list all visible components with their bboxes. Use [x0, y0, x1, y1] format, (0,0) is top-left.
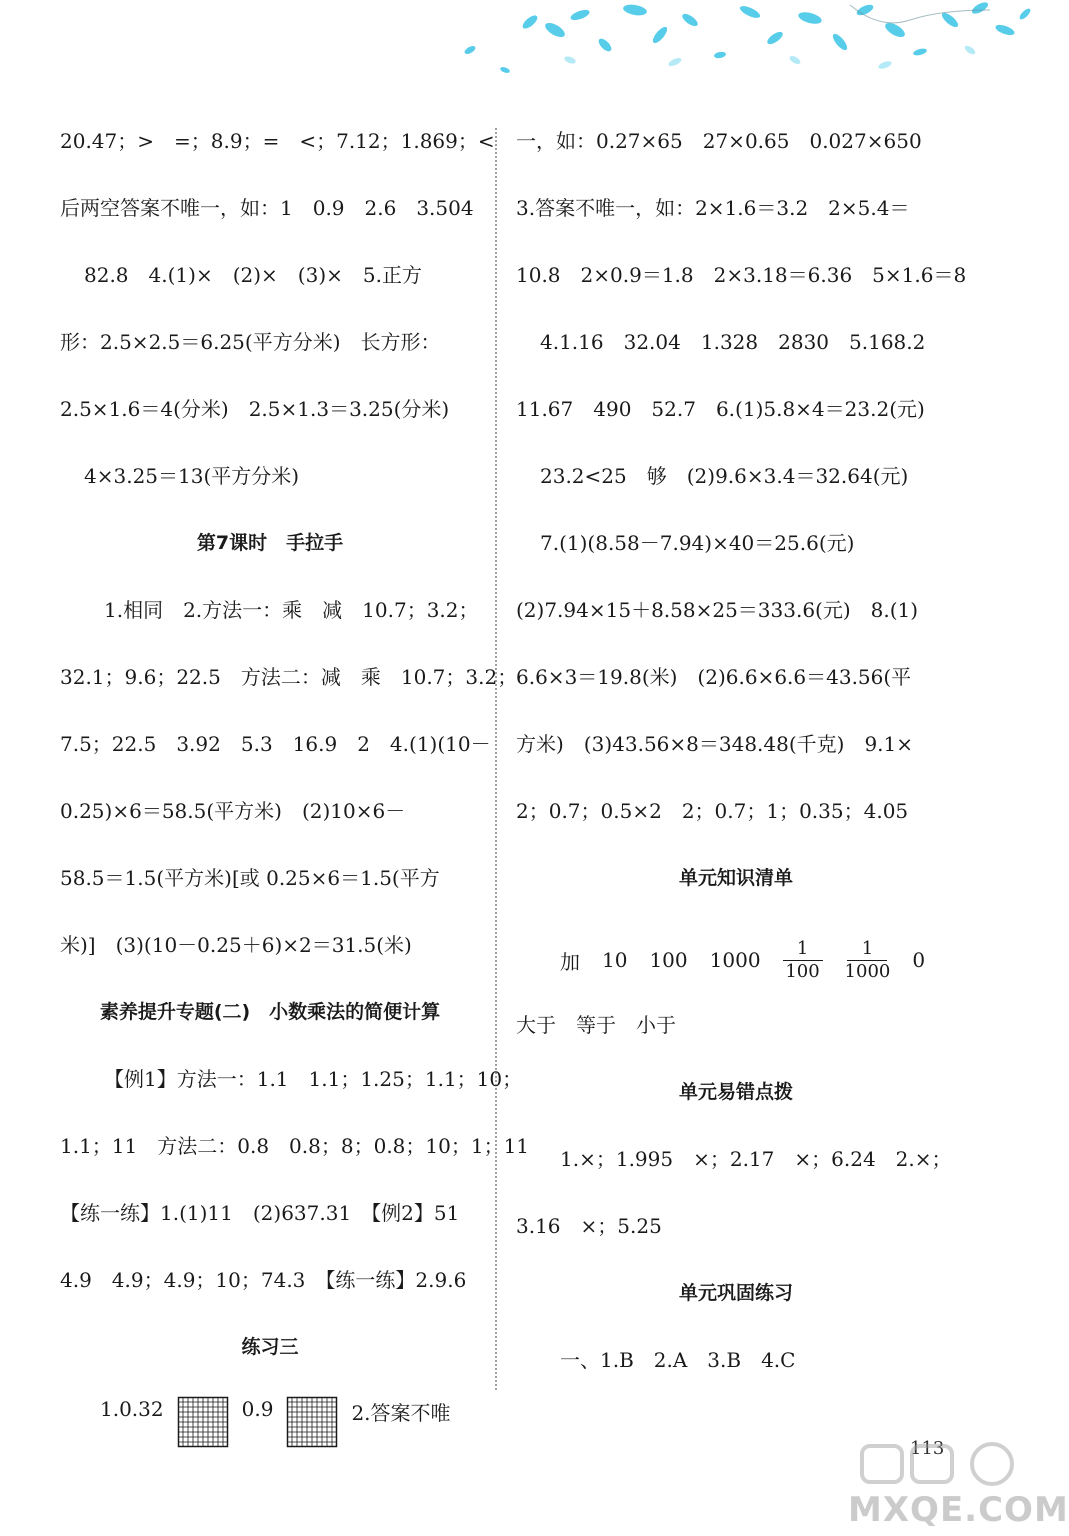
- answer-line: 4.9 4.9；4.9；10；74.3 【练一练】2.9.6: [60, 1268, 467, 1292]
- answer-line: 4×3.25＝13(平方分米): [84, 464, 300, 488]
- section-heading-common-errors: 单元易错点拨: [678, 1081, 793, 1103]
- section-heading-knowledge-list: 单元知识清单: [678, 867, 793, 889]
- answer-line: 一、1.B 2.A 3.B 4.C: [560, 1348, 796, 1372]
- section-heading-unit-review: 单元巩固练习: [678, 1282, 793, 1304]
- answer-line: 7.(1)(8.58－7.94)×40＝25.6(元): [540, 531, 855, 555]
- answer-line: 32.1；9.6；22.5 方法二：减 乘 10.7；3.2；: [60, 665, 518, 689]
- answer-line: 6.6×3＝19.8(米) (2)6.6×6.6＝43.56(平: [516, 665, 912, 689]
- fraction-numerator: 1: [796, 937, 809, 959]
- answer-line: 【例1】方法一：1.1 1.1；1.25；1.1；10；: [104, 1067, 523, 1091]
- answer-line: 米)] (3)(10－0.25＋6)×2＝31.5(米): [60, 933, 412, 957]
- answer-line: 形：2.5×2.5＝6.25(平方分米) 长方形：: [60, 330, 441, 354]
- answer-text: 1.0.32: [100, 1397, 164, 1421]
- answer-line: 4.1.16 32.04 1.328 2830 5.168.2: [540, 330, 926, 354]
- section-heading-special-topic: 素养提升专题(二) 小数乘法的简便计算: [99, 1001, 441, 1023]
- right-column: [516, 116, 967, 1402]
- answer-line: 1.1；11 方法二：0.8 0.8；8；0.8；10；1；11: [60, 1134, 530, 1158]
- leaves-decoration: [430, 0, 1036, 90]
- answer-line: 2；0.7；0.5×2 2；0.7；1；0.35；4.05: [516, 799, 909, 823]
- answer-line: 1.×；1.995 ×；2.17 ×；6.24 2.×；: [560, 1147, 952, 1171]
- hundred-grid-figure: [178, 1397, 228, 1447]
- fraction-one-hundredth: [783, 938, 823, 983]
- section-heading-practice3: 练习三: [241, 1336, 299, 1358]
- answer-line: 20.47；> =；8.9；= <；7.12；1.869；<: [60, 129, 495, 153]
- answer-line: 7.5；22.5 3.92 5.3 16.9 2 4.(1)(10－: [60, 732, 491, 756]
- answer-line: 一，如：0.27×65 27×0.65 0.027×650: [516, 129, 922, 153]
- answer-line: 1.相同 2.方法一：乘 减 10.7；3.2；: [104, 598, 479, 622]
- answer-line: 3.16 ×；5.25: [516, 1214, 662, 1238]
- answer-line: 58.5＝1.5(平方米)[或 0.25×6＝1.5(平方: [60, 866, 440, 890]
- answer-line: 3.答案不唯一，如：2×1.6＝3.2 2×5.4＝: [516, 196, 910, 220]
- answer-line: 【练一练】1.(1)11 (2)637.31 【例2】51: [60, 1201, 460, 1225]
- knowledge-item: 10: [602, 948, 628, 972]
- answer-line: (2)7.94×15＋8.58×25＝333.6(元) 8.(1): [516, 598, 919, 622]
- answer-line: 方米) (3)43.56×8＝348.48(千克) 9.1×: [516, 732, 914, 756]
- practice3-row: [60, 1389, 480, 1477]
- answer-line: 2.5×1.6＝4(分米) 2.5×1.3＝3.25(分米): [60, 397, 450, 421]
- knowledge-item: 1000: [709, 948, 761, 972]
- column-divider: [495, 128, 497, 1390]
- answer-text: 0.9: [241, 1397, 274, 1421]
- section-heading-lesson7: 第7课时 手拉手: [196, 532, 344, 554]
- fraction-denominator: 1000: [844, 960, 891, 982]
- knowledge-item: 100: [649, 948, 688, 972]
- fraction-numerator: 1: [861, 937, 874, 959]
- answer-line: 0.25)×6＝58.5(平方米) (2)10×6－: [60, 799, 406, 823]
- page-number: 113: [910, 1438, 945, 1459]
- knowledge-item: 加: [560, 949, 580, 974]
- fraction-denominator: 100: [785, 960, 820, 982]
- answer-line: 23.2<25 够 (2)9.6×3.4＝32.64(元): [540, 464, 909, 488]
- left-column: [60, 116, 530, 1477]
- answer-line: 大于 等于 小于: [516, 1013, 676, 1037]
- knowledge-row: [516, 920, 956, 1000]
- knowledge-item: 0: [912, 948, 926, 972]
- hundred-grid-figure: [287, 1397, 337, 1447]
- fraction-one-thousandth: [845, 938, 891, 983]
- answer-text: 2.答案不唯: [351, 1401, 451, 1425]
- answer-line: 82.8 4.(1)× (2)× (3)× 5.正方: [84, 263, 422, 287]
- answer-line: 11.67 490 52.7 6.(1)5.8×4＝23.2(元): [516, 397, 925, 421]
- watermark-text: MXQE.COM: [848, 1490, 1069, 1530]
- answer-line: 后两空答案不唯一，如：1 0.9 2.6 3.504: [60, 196, 474, 220]
- answer-line: 10.8 2×0.9＝1.8 2×3.18＝6.36 5×1.6＝8: [516, 263, 967, 287]
